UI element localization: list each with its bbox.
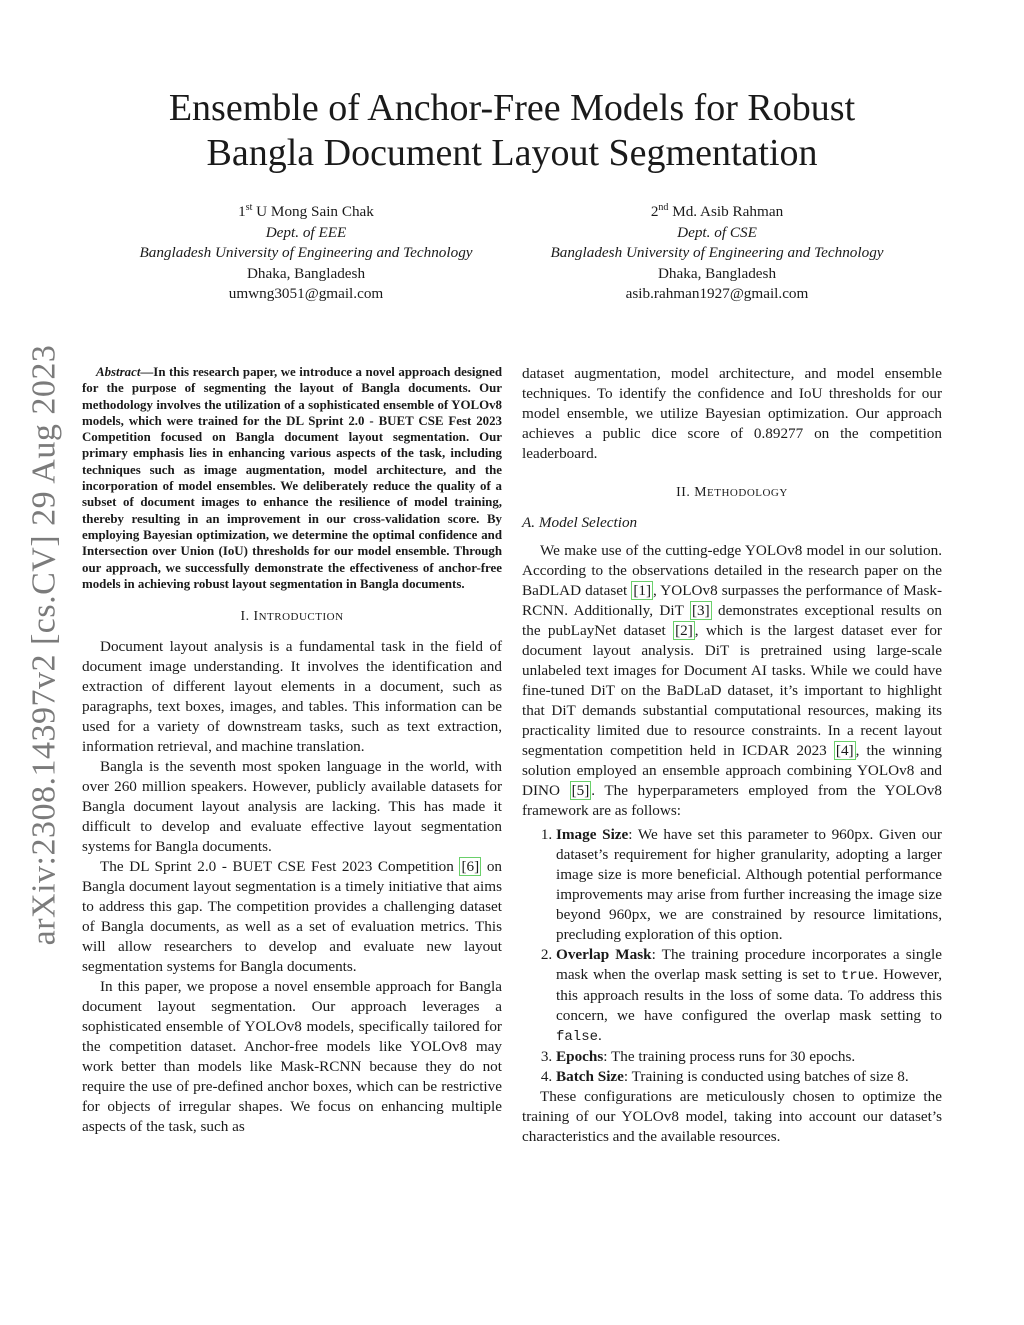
author-name: Md. Asib Rahman <box>672 203 784 220</box>
citation-link[interactable]: [3] <box>691 602 710 619</box>
abstract-text: —In this research paper, we introduce a novel approach designed for the purpose of segmenting the layout of Bangla documents. Our methodology involves the utilization of a sophisticated ensemble of YOLOv8 models, which were trained for the DL Sprint 2.0 - BUET CSE Fest 2023 Competition focused on Bangla document layout segmentation. Our primary emphasis lies in enhancing various aspects of the task, including techniques such as image augmentation, model architecture, and the incorporation of model ensembles. We deliberately reduce the quality of a subset of document images to enhance the resilience of model training, thereby resulting in an improvement in our cross-validation score. By employing Bayesian optimization, we determine the optimal confidence and Intersection over Union (IoU) thresholds for our model ensemble. Through our approach, we successfully demonstrate the effectiveness of anchor-free models in achieving robust layout segmentation in Bangla documents. <box>82 365 502 591</box>
author-city: Dhaka, Bangladesh <box>657 264 777 282</box>
author-city: Dhaka, Bangladesh <box>246 264 366 282</box>
hyperparameter-list <box>522 825 942 1087</box>
citation-link[interactable]: [2] <box>675 622 693 639</box>
arxiv-id: arXiv:2308.14397v2 [cs.CV] 29 Aug 2023 <box>25 344 62 946</box>
citation-link[interactable]: [4] <box>835 742 854 759</box>
author-block-1 <box>106 202 506 305</box>
list-item: 2. Overlap Mask: The training procedure incorporates a single mask when the overlap mask setting is set to true. However, this approach results in the loss of some data. To address this concern, we have configured the overlap mask setting to false. <box>556 945 942 1047</box>
intro-paragraph-3: The DL Sprint 2.0 - BUET CSE Fest 2023 Competition [6] on Bangla document layout segmentation is a timely initiative that aims to address this gap. The competition provides a challenging dataset of Bangla documents, as well as a set of evaluation metrics. This will allow researchers to develop and evaluate new layout segmentation systems for Bangla documents. <box>82 858 503 976</box>
author-dept: Dept. of CSE <box>677 223 757 241</box>
author-name-line: 2nd Md. Asib Rahman <box>650 202 784 220</box>
right-column <box>522 364 942 1147</box>
author-university: Bangladesh University of Engineering and Technology <box>550 244 884 262</box>
paper-title <box>110 86 914 176</box>
author-email: umwng3051@gmail.com <box>228 285 384 303</box>
intro-paragraph-1: Document layout analysis is a fundamental task in the field of document image understanding. It involves the identification and extraction of different layout elements in a document, such as paragraphs, text boxes, images, and tables. This information can be used for a variety of downstream tasks, such as text extraction, information retrieval, and machine translation. <box>82 638 502 756</box>
title-line-2: Bangla Document Layout Segmentation <box>206 132 818 174</box>
section-heading-methodology: II. METHODOLOGY <box>676 484 788 499</box>
author-university: Bangladesh University of Engineering and Technology <box>139 244 473 262</box>
closing-paragraph: These configurations are meticulously chosen to optimize the training of our YOLOv8 model, taking into account our dataset’s characteristics and the available resources. <box>522 1088 942 1145</box>
subsection-heading: A. Model Selection <box>522 514 638 531</box>
citation-link[interactable]: [5] <box>571 782 590 799</box>
title-line-1: Ensemble of Anchor-Free Models for Robust <box>168 87 856 129</box>
arxiv-stamp <box>22 345 66 945</box>
intro-paragraph-4: In this paper, we propose a novel ensemble approach for Bangla document layout segmentation. Our approach leverages a sophisticated ensemble of YOLOv8 models, specifically tailored for the competition dataset. Anchor-free models like YOLOv8 may work better than models like Mask-RCNN because they do not require the use of pre-defined anchor boxes, which can be restrictive for objects of irregular shapes. We focus on enhancing multiple aspects of the task, such as <box>82 978 502 1136</box>
abstract-label: Abstract <box>96 365 141 379</box>
intro-paragraph-2: Bangla is the seventh most spoken language in the world, with over 260 million speakers. However, publicly available datasets for Bangla document layout analysis are lacking. This has made it difficult to develop and evaluate effective layout segmentation systems for Bangla documents. <box>82 758 502 856</box>
author-block-2 <box>517 202 917 305</box>
citation-link[interactable]: [1] <box>633 582 652 599</box>
left-column <box>82 364 502 1137</box>
list-item: 1. Image Size: We have set this parameter to 960px. Given our dataset’s requirement for higher granularity, adopting a larger image size is more beneficial. Although potential performance improvements may arise from further increasing the image size beyond 960px, we are constrained by resource limitations, precluding exploration of this option. <box>556 825 942 945</box>
list-item: 4. Batch Size: Training is conducted using batches of size 8. <box>556 1067 942 1087</box>
methodology-paragraph: We make use of the cutting-edge YOLOv8 model in our solution. According to the observations detailed in the research paper on the BaDLAD dataset [1] , YOLOv8 surpasses the performance of Mask-RCNN. Additionally, DiT [3] demonstrates exceptional results on the pubLayNet dataset [2] , which is the largest dataset ever for document layout analysis. DiT is pretrained using large-scale unlabeled text images for Document AI tasks. While we could have fine-tuned DiT on the BaDLaD dataset, it’s important to highlight that DiT demands substantial computational resources, making its practicality limited due to resource constraints. In a recent layout segmentation competition held in ICDAR 2023 [4] , the winning solution employed an ensemble approach combining YOLOv8 and DINO [5] . The hyperparameters employed from the YOLOv8 framework are as follows: <box>522 542 943 819</box>
abstract <box>82 364 502 592</box>
author-name-line: 1st U Mong Sain Chak <box>238 202 374 220</box>
section-heading-introduction: I. INTRODUCTION <box>240 608 344 624</box>
author-email: asib.rahman1927@gmail.com <box>625 285 809 303</box>
code-false: false <box>556 1029 599 1045</box>
list-item: 3. Epochs: The training process runs for 30 epochs. <box>556 1047 942 1067</box>
intro-continuation: dataset augmentation, model architecture, and model ensemble techniques. To identify the confidence and IoU thresholds for our model ensemble, we utilize Bayesian optimization. Our approach achieves a public dice score of 0.89277 on the competition leaderboard. <box>522 365 942 462</box>
code-true: true <box>840 968 875 984</box>
author-dept: Dept. of EEE <box>265 223 347 241</box>
citation-link[interactable]: [6] <box>461 858 480 876</box>
author-name: U Mong Sain Chak <box>256 203 374 220</box>
